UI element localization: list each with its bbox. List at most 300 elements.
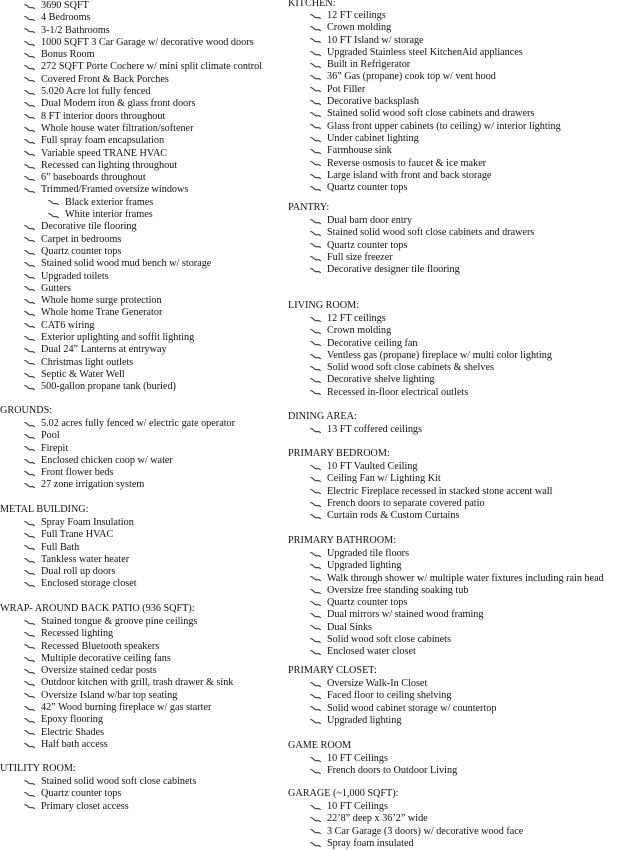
list-item-text: CAT6 wiring xyxy=(41,319,95,331)
swoosh-bullet-icon xyxy=(22,61,36,73)
list-item xyxy=(22,283,262,295)
swoosh-bullet-icon xyxy=(22,788,36,800)
list-item xyxy=(22,529,137,541)
swoosh-bullet-icon xyxy=(22,641,36,653)
swoosh-bullet-icon xyxy=(308,548,322,560)
list-item-text: Quartz counter tops xyxy=(41,788,122,800)
primary-bedroom-list xyxy=(308,461,552,522)
list-item xyxy=(22,430,235,442)
list-item-text: Quartz counter tops xyxy=(327,182,408,194)
list-item xyxy=(308,753,457,765)
list-item xyxy=(22,727,233,739)
list-item-text: Whole house water filtration/softener xyxy=(41,122,194,134)
list-item xyxy=(308,338,552,350)
list-item-text: Enclosed chicken coop w/ water xyxy=(41,454,173,466)
list-item-text: Carpet in bedrooms xyxy=(41,233,122,245)
swoosh-bullet-icon xyxy=(22,739,36,751)
swoosh-bullet-icon xyxy=(308,573,322,585)
list-item xyxy=(22,702,233,714)
swoosh-bullet-icon xyxy=(308,424,322,436)
list-item-text: Full Bath xyxy=(41,541,80,553)
list-item xyxy=(22,172,262,184)
list-item-text: Enclosed water closet xyxy=(327,646,416,658)
swoosh-bullet-icon xyxy=(308,813,322,825)
list-item xyxy=(22,517,137,529)
list-item xyxy=(308,573,604,585)
list-item xyxy=(308,121,561,133)
list-item-text: Full Trane HVAC xyxy=(41,529,114,541)
section-title-game-room: GAME ROOM xyxy=(288,740,352,751)
section-title-grounds: GROUNDS: xyxy=(0,405,53,416)
list-item xyxy=(308,182,561,194)
list-item-text: 3 Car Garage (3 doors) w/ decorative wood face xyxy=(327,825,524,837)
swoosh-bullet-icon xyxy=(308,59,322,71)
list-item-text: Dual 24” Lanterns at entryway xyxy=(41,344,167,356)
swoosh-bullet-icon xyxy=(22,727,36,739)
list-item-text: Stained solid wood mud bench w/ storage xyxy=(41,258,212,270)
list-item-text: 10 FT Island w/ storage xyxy=(327,34,424,46)
list-item-text: White interior frames xyxy=(65,209,153,221)
swoosh-bullet-icon xyxy=(308,108,322,120)
list-item-text: Decorative shelve lighting xyxy=(327,374,435,386)
list-item-text: Stained tongue & groove pine ceilings xyxy=(41,616,198,627)
swoosh-bullet-icon xyxy=(308,703,322,715)
list-item-text: Whole home surge protection xyxy=(41,295,162,307)
swoosh-bullet-icon xyxy=(308,96,322,108)
list-item-text: Dual mirrors w/ stained wood framing xyxy=(327,609,484,621)
list-item xyxy=(22,37,262,49)
list-item-text: Primary closet access xyxy=(41,800,129,812)
list-item-text: Whole home Trane Generator xyxy=(41,307,163,319)
list-item xyxy=(308,59,561,71)
swoosh-bullet-icon xyxy=(308,240,322,252)
list-item-text: Variable speed TRANE HVAC xyxy=(41,147,168,159)
list-item xyxy=(308,838,523,850)
swoosh-bullet-icon xyxy=(22,554,36,566)
swoosh-bullet-icon xyxy=(308,498,322,510)
list-item xyxy=(22,566,137,578)
list-item-text: Recessed lighting xyxy=(41,628,114,640)
list-item xyxy=(308,473,552,485)
list-item xyxy=(22,295,262,307)
list-item xyxy=(22,49,262,61)
list-item-text: Upgraded lighting xyxy=(327,560,402,572)
swoosh-bullet-icon xyxy=(308,47,322,59)
swoosh-bullet-icon xyxy=(22,517,36,529)
list-item-text: French doors to separate covered patio xyxy=(327,497,485,509)
swoosh-bullet-icon xyxy=(22,234,36,246)
list-item-text: 10 FT Ceilings xyxy=(327,753,388,764)
list-item xyxy=(22,665,233,677)
list-item-text: Dual barn door entry xyxy=(327,215,413,226)
list-item-text: Oversize stained cedar posts xyxy=(41,665,157,677)
list-item-text: Decorative ceiling fan xyxy=(327,337,418,349)
list-item xyxy=(22,479,235,491)
list-item xyxy=(22,246,262,258)
list-item xyxy=(22,443,235,455)
swoosh-bullet-icon xyxy=(308,182,322,194)
swoosh-bullet-icon xyxy=(22,135,36,147)
list-item xyxy=(22,690,233,702)
list-item xyxy=(22,418,235,430)
swoosh-bullet-icon xyxy=(22,12,36,24)
primary-bathroom-list xyxy=(308,548,604,659)
list-item-text: Bonus Room xyxy=(41,49,95,61)
swoosh-bullet-icon xyxy=(308,609,322,621)
swoosh-bullet-icon xyxy=(308,22,322,34)
list-item xyxy=(22,209,262,221)
list-item xyxy=(308,252,534,264)
swoosh-bullet-icon xyxy=(308,350,322,362)
list-item xyxy=(22,801,196,813)
swoosh-bullet-icon xyxy=(22,776,36,788)
list-item-text: 12 FT ceilings xyxy=(327,10,386,21)
swoosh-bullet-icon xyxy=(308,646,322,658)
list-item-text: 10 FT Ceilings xyxy=(327,801,388,812)
list-item-text: Farmhouse sink xyxy=(327,145,392,157)
list-item xyxy=(308,597,604,609)
list-item xyxy=(308,227,534,239)
list-item xyxy=(308,108,561,120)
swoosh-bullet-icon xyxy=(308,473,322,485)
section-title-metal-building: METAL BUILDING: xyxy=(0,504,89,515)
list-item xyxy=(22,307,262,319)
list-item xyxy=(308,703,496,715)
swoosh-bullet-icon xyxy=(308,35,322,47)
list-item-text: Pot Filler xyxy=(327,83,366,95)
list-item-text: Oversize Walk-In Closet xyxy=(327,678,428,689)
list-item-text: Exterior uplighting and soffit lighting xyxy=(41,332,195,344)
list-item xyxy=(22,739,233,751)
swoosh-bullet-icon xyxy=(46,209,60,221)
list-item xyxy=(308,609,604,621)
list-item-text: Walk through shower w/ multiple water fixtures including rain head xyxy=(327,572,604,584)
list-item xyxy=(308,548,604,560)
utility-room-list xyxy=(22,776,196,813)
list-item-text: Tankless water heater xyxy=(41,553,130,565)
swoosh-bullet-icon xyxy=(308,252,322,264)
list-item-text: 22’8” deep x 36’2” wide xyxy=(327,813,428,825)
list-item xyxy=(22,221,262,233)
list-item xyxy=(308,826,523,838)
swoosh-bullet-icon xyxy=(308,690,322,702)
swoosh-bullet-icon xyxy=(308,264,322,276)
swoosh-bullet-icon xyxy=(22,148,36,160)
swoosh-bullet-icon xyxy=(22,184,36,196)
list-item xyxy=(308,498,552,510)
list-item xyxy=(22,369,262,381)
list-item-text: Glass front upper cabinets (to ceiling) w/ interior lighting xyxy=(327,120,561,132)
list-item xyxy=(22,258,262,270)
pantry-list xyxy=(308,215,534,276)
list-item-text: Recessed Bluetooth speakers xyxy=(41,640,160,652)
list-item xyxy=(308,215,534,227)
swoosh-bullet-icon xyxy=(308,158,322,170)
list-item-text: Ceiling Fan w/ Lighting Kit xyxy=(327,473,441,485)
swoosh-bullet-icon xyxy=(22,467,36,479)
list-item-text: Built in Refrigerator xyxy=(327,59,411,71)
list-item-text: Trimmed/Framed oversize windows xyxy=(41,184,189,196)
list-item-text: Pool xyxy=(41,430,60,442)
swoosh-bullet-icon xyxy=(308,634,322,646)
swoosh-bullet-icon xyxy=(22,653,36,665)
list-item-text: Oversize Island w/bar top seating xyxy=(41,689,178,701)
swoosh-bullet-icon xyxy=(22,578,36,590)
list-item-text: 36” Gas (propane) cook top w/ vent hood xyxy=(327,71,496,83)
list-item-text: 500-gallon propane tank (buried) xyxy=(41,381,176,393)
list-item-text: Quartz counter tops xyxy=(41,245,122,257)
list-item-text: Spray foam insulated xyxy=(327,837,414,849)
list-item xyxy=(308,325,552,337)
section-title-primary-bedroom: PRIMARY BEDROOM: xyxy=(288,448,390,459)
list-item-text: Half bath access xyxy=(41,738,108,750)
list-item xyxy=(22,455,235,467)
swoosh-bullet-icon xyxy=(22,479,36,491)
swoosh-bullet-icon xyxy=(22,430,36,442)
list-item xyxy=(22,74,262,86)
list-item xyxy=(308,71,561,83)
section-title-kitchen: KITCHEN: xyxy=(288,0,336,9)
swoosh-bullet-icon xyxy=(308,325,322,337)
metal-building-list xyxy=(22,517,137,591)
swoosh-bullet-icon xyxy=(308,622,322,634)
swoosh-bullet-icon xyxy=(308,387,322,399)
list-item xyxy=(22,320,262,332)
swoosh-bullet-icon xyxy=(308,597,322,609)
list-item xyxy=(22,344,262,356)
section-title-pantry: PANTRY: xyxy=(288,202,330,213)
swoosh-bullet-icon xyxy=(22,455,36,467)
list-item-text: Upgraded toilets xyxy=(41,270,109,282)
list-item xyxy=(22,653,233,665)
list-item xyxy=(22,148,262,160)
swoosh-bullet-icon xyxy=(22,714,36,726)
list-item xyxy=(308,133,561,145)
swoosh-bullet-icon xyxy=(308,10,322,22)
list-item-text: 6” baseboards throughout xyxy=(41,172,146,184)
list-item-text: Ventless gas (propane) fireplace w/ multi color lighting xyxy=(327,349,552,361)
list-item xyxy=(22,234,262,246)
swoosh-bullet-icon xyxy=(22,677,36,689)
list-item-text: Electric Shades xyxy=(41,726,105,738)
list-item-text: Firepit xyxy=(41,442,69,454)
list-item-text: Dual Sinks xyxy=(327,621,372,633)
list-item xyxy=(22,628,233,640)
section-title-utility-room: UTILITY ROOM: xyxy=(0,763,76,774)
list-item xyxy=(22,714,233,726)
list-item-text: Stained solid wood soft close cabinets and drawers xyxy=(327,227,535,239)
list-item xyxy=(308,622,604,634)
list-item-text: 13 FT coffered ceilings xyxy=(327,424,422,435)
list-item-text: 4 Bedrooms xyxy=(41,12,91,24)
swoosh-bullet-icon xyxy=(308,801,322,813)
list-item-text: Gutters xyxy=(41,282,71,294)
list-item xyxy=(22,61,262,73)
game-room-list xyxy=(308,753,457,778)
swoosh-bullet-icon xyxy=(22,246,36,258)
list-item-text: Electric Fireplace recessed in stacked stone accent wall xyxy=(327,485,553,497)
list-item xyxy=(22,111,262,123)
list-item-text: Multiple decorative ceiling fans xyxy=(41,652,171,664)
swoosh-bullet-icon xyxy=(308,838,322,850)
list-item xyxy=(22,98,262,110)
swoosh-bullet-icon xyxy=(308,84,322,96)
list-item-text: Crown molding xyxy=(327,325,392,337)
swoosh-bullet-icon xyxy=(22,160,36,172)
list-item-text: 10 FT Vaulted Ceiling xyxy=(327,461,418,472)
list-item-text: 272 SQFT Porte Cochere w/ mini split climate control xyxy=(41,61,263,73)
swoosh-bullet-icon xyxy=(22,172,36,184)
list-item xyxy=(308,350,552,362)
swoosh-bullet-icon xyxy=(308,374,322,386)
list-item xyxy=(308,813,523,825)
list-item-text: Faced floor to ceiling shelving xyxy=(327,690,452,702)
list-item-text: 1000 SQFT 3 Car Garage w/ decorative wood doors xyxy=(41,36,254,48)
list-item xyxy=(308,10,561,22)
list-item-text: Recessed can lighting throughout xyxy=(41,159,178,171)
list-item xyxy=(308,47,561,59)
list-item-text: Solid wood cabinet storage w/ countertop xyxy=(327,702,497,714)
list-item xyxy=(22,135,262,147)
list-item-text: Oversize free standing soaking tub xyxy=(327,584,469,596)
swoosh-bullet-icon xyxy=(22,529,36,541)
list-item xyxy=(308,158,561,170)
list-item xyxy=(308,690,496,702)
swoosh-bullet-icon xyxy=(308,170,322,182)
swoosh-bullet-icon xyxy=(308,560,322,572)
list-item-text: Spray Foam Insulation xyxy=(41,517,134,528)
swoosh-bullet-icon xyxy=(22,74,36,86)
swoosh-bullet-icon xyxy=(22,86,36,98)
swoosh-bullet-icon xyxy=(308,753,322,765)
list-item xyxy=(22,542,137,554)
section-title-primary-bathroom: PRIMARY BATHROOM: xyxy=(288,535,397,546)
swoosh-bullet-icon xyxy=(22,295,36,307)
swoosh-bullet-icon xyxy=(22,320,36,332)
swoosh-bullet-icon xyxy=(22,271,36,283)
swoosh-bullet-icon xyxy=(308,715,322,727)
list-item xyxy=(22,184,262,196)
list-item xyxy=(22,123,262,135)
list-item xyxy=(22,357,262,369)
list-item-text: Christmas light outlets xyxy=(41,356,134,368)
list-item xyxy=(22,197,262,209)
dining-area-list xyxy=(308,424,422,436)
list-item xyxy=(308,585,604,597)
swoosh-bullet-icon xyxy=(22,357,36,369)
list-item xyxy=(308,634,604,646)
swoosh-bullet-icon xyxy=(22,690,36,702)
list-item-text: Full spray foam encapsulation xyxy=(41,135,165,147)
list-item-text: Stained solid wood soft close cabinets and drawers xyxy=(327,108,535,120)
swoosh-bullet-icon xyxy=(308,461,322,473)
list-item xyxy=(308,313,552,325)
swoosh-bullet-icon xyxy=(308,313,322,325)
swoosh-bullet-icon xyxy=(308,227,322,239)
list-item-text: Large island with front and back storage xyxy=(327,169,492,181)
list-item xyxy=(22,677,233,689)
grounds-list xyxy=(22,418,235,492)
swoosh-bullet-icon xyxy=(22,381,36,393)
kitchen-list xyxy=(308,10,561,194)
list-item-text: Septic & Water Well xyxy=(41,368,125,380)
swoosh-bullet-icon xyxy=(22,283,36,295)
list-item xyxy=(22,788,196,800)
list-item xyxy=(22,86,262,98)
list-item xyxy=(308,387,552,399)
swoosh-bullet-icon xyxy=(22,98,36,110)
list-item xyxy=(308,486,552,498)
swoosh-bullet-icon xyxy=(22,25,36,37)
list-item xyxy=(308,678,496,690)
list-item xyxy=(22,776,196,788)
swoosh-bullet-icon xyxy=(22,801,36,813)
list-item-text: 42” Wood burning fireplace w/ gas starter xyxy=(41,702,212,714)
list-item xyxy=(308,145,561,157)
list-item xyxy=(22,0,262,12)
list-item-text: Enclosed storage closet xyxy=(41,578,137,590)
swoosh-bullet-icon xyxy=(22,111,36,123)
swoosh-bullet-icon xyxy=(22,702,36,714)
patio-list xyxy=(22,616,233,751)
list-item xyxy=(308,264,534,276)
list-item-text: Upgraded lighting xyxy=(327,714,402,726)
swoosh-bullet-icon xyxy=(22,332,36,344)
swoosh-bullet-icon xyxy=(308,215,322,227)
swoosh-bullet-icon xyxy=(22,616,36,628)
swoosh-bullet-icon xyxy=(22,258,36,270)
list-item xyxy=(308,560,604,572)
list-item xyxy=(308,35,561,47)
list-item xyxy=(22,160,262,172)
list-item xyxy=(22,12,262,24)
swoosh-bullet-icon xyxy=(22,566,36,578)
list-item-text: Full size freezer xyxy=(327,251,393,263)
list-item-text: Solid wood soft close cabinets xyxy=(327,634,451,646)
swoosh-bullet-icon xyxy=(22,628,36,640)
list-item xyxy=(22,554,137,566)
swoosh-bullet-icon xyxy=(308,145,322,157)
swoosh-bullet-icon xyxy=(22,418,36,430)
list-item xyxy=(22,467,235,479)
swoosh-bullet-icon xyxy=(308,765,322,777)
swoosh-bullet-icon xyxy=(308,121,322,133)
list-item-text: 5.020 Acre lot fully fenced xyxy=(41,86,151,98)
list-item-text: 3690 SQFT xyxy=(41,0,89,11)
list-item xyxy=(308,362,552,374)
list-item xyxy=(308,646,604,658)
list-item xyxy=(308,240,534,252)
list-item xyxy=(308,765,457,777)
list-item-text: Epoxy flooring xyxy=(41,714,103,726)
list-item-text: Under cabinet lighting xyxy=(327,132,419,144)
swoosh-bullet-icon xyxy=(308,71,322,83)
swoosh-bullet-icon xyxy=(22,665,36,677)
list-item-text: Quartz counter tops xyxy=(327,239,408,251)
section-title-primary-closet: PRIMARY CLOSET: xyxy=(288,665,377,676)
list-item xyxy=(22,332,262,344)
list-item xyxy=(308,510,552,522)
section-title-garage: GARAGE (~1,000 SQFT): xyxy=(288,788,399,799)
list-item-text: Stained solid wood soft close cabinets xyxy=(41,776,197,787)
list-item xyxy=(22,25,262,37)
list-item-text: Crown molding xyxy=(327,22,392,34)
swoosh-bullet-icon xyxy=(308,486,322,498)
swoosh-bullet-icon xyxy=(22,369,36,381)
swoosh-bullet-icon xyxy=(308,362,322,374)
swoosh-bullet-icon xyxy=(22,443,36,455)
list-item-text: Black exterior frames xyxy=(65,196,154,208)
